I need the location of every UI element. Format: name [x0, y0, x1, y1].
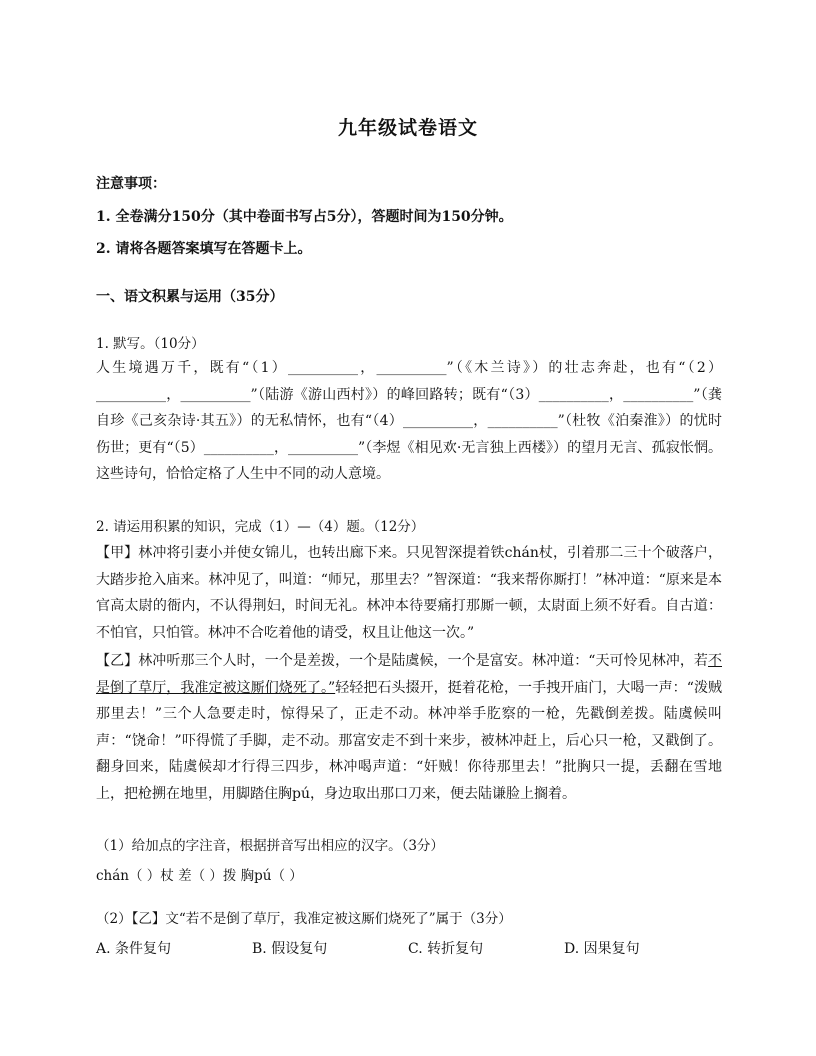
option-d[interactable]: D. 因果复句	[564, 941, 640, 957]
notice-item-1: 1. 全卷满分150分（其中卷面书写占5分），答题时间为150分钟。	[96, 209, 513, 225]
notice-item-2: 2. 请将各题答案填写在答题卡上。	[96, 241, 312, 257]
option-b[interactable]: B. 假设复句	[252, 941, 328, 957]
question-1-body: 人生境遇万千，既有“（1）__________，__________”（《木兰诗》）的壮志奔赴，也有“（2）__________，__________”（陆游《游山西村》）的峰回路转；既有“（3）__________，__________”（龚自珍《己亥杂诗·其五》）的无私情怀，也有“（4）__________，__________”（杜牧《泊秦淮》）的忧时伤世；更有“（5）__________，__________”（李煜《相见欢·无言独上西楼》）的望月无言、孤寂怅惘。这些诗句，恰恰定格了人生中不同的动人意境。	[96, 360, 722, 482]
passage-yi	[96, 648, 722, 807]
notice-heading: 注意事项：	[96, 176, 166, 192]
passage-yi-start: 【乙】林冲听那三个人时，一个是差拨，一个是陆虞候，一个是富安。林冲道：“天可怜见林冲，若	[96, 653, 708, 669]
option-c[interactable]: C. 转折复句	[408, 941, 484, 957]
passage-jia: 【甲】林冲将引妻小并使女锦儿，也转出廊下来。只见智深提着铁chán杖，引着那二三十个破落户，大踏步抢入庙来。林冲见了，叫道：“师兄，那里去？”智深道：“我来帮你厮打！”林冲道：“原来是本官高太尉的衙内，不认得荆妇，时间无礼。林冲本待要痛打那厮一顿，太尉面上须不好看。自古道：不怕官，只怕管。林冲不合吃着他的请受，权且让他这一次。”	[96, 545, 722, 641]
passage-yi-rest: 轻轻把石头掇开，挺着花枪，一手拽开庙门，大喝一声：“泼贼那里去！”三个人急要走时，惊得呆了，正走不动。林冲举手肐察的一枪，先戳倒差拨。陆虞候叫声：“饶命！”吓得慌了手脚，走不动。那富安走不到十来步，被林冲赶上，后心只一枪，又戳倒了。翻身回来，陆虞候却才行得三四步，林冲喝声道：“奸贼！你待那里去！”批胸只一提，丢翻在雪地上，把枪搠在地里，用脚踏住胸pú，身边取出那口刀来，便去陆谦脸上搁着。	[96, 679, 722, 802]
page-title: 九年级试卷语文	[337, 117, 478, 139]
question-1-heading: 1. 默写。（10分）	[96, 336, 205, 352]
question-2-heading: 2. 请运用积累的知识，完成（1）—（4）题。（12分）	[96, 519, 425, 535]
section-heading: 一、语文积累与运用（35分）	[96, 289, 284, 305]
subquestion-1: （1）给加点的字注音，根据拼音写出相应的汉字。（3分）	[96, 838, 444, 854]
option-a[interactable]: A. 条件复句	[96, 941, 172, 957]
subquestion-2: （2）【乙】文“若不是倒了草厅，我准定被这厮们烧死了”属于（3分）	[96, 911, 512, 927]
passage-yi-underlined-sentence: 不是倒了草厅，我准定被这厮们烧死了。”	[96, 653, 722, 696]
subquestion-1-items: chán（ ）杖 差（ ）拨 胸pú（ ）	[96, 868, 303, 884]
